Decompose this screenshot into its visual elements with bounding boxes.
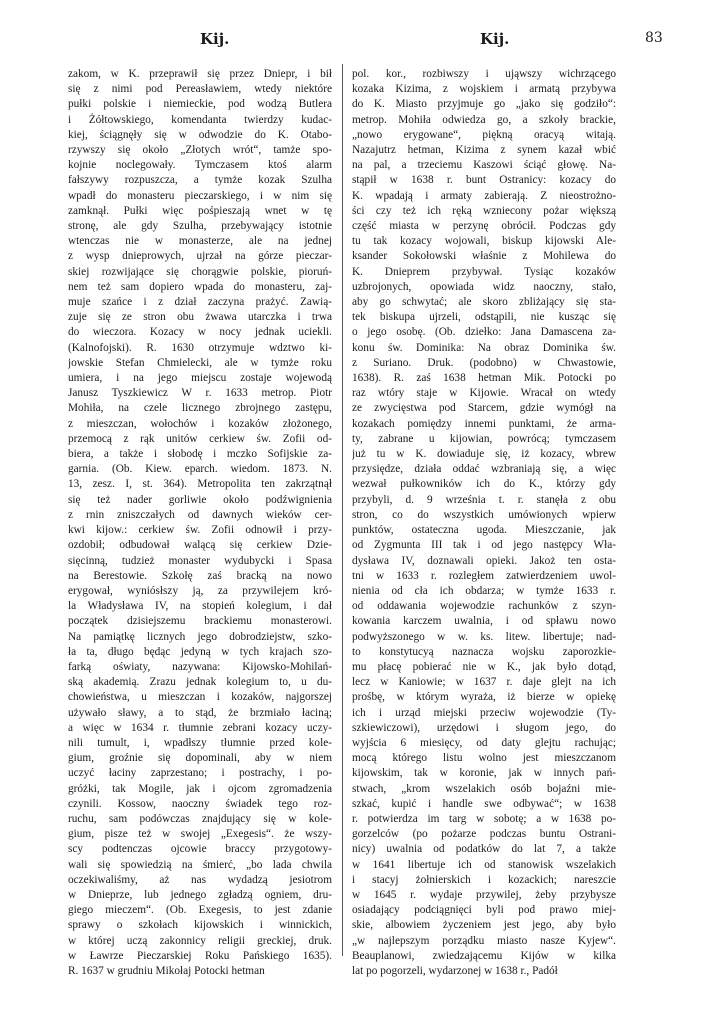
text-line: z Suriano. Druk. (podobno) w Chwastowie,	[352, 356, 616, 369]
text-line: tek biskupa ujrzeli, odstąpili, nie kusząc się	[352, 311, 616, 324]
text-line: początek dzisiejszemu brackiemu monasterowi.	[68, 615, 332, 628]
text-line: (Kalnofojski). R. 1630 otrzymuje wdztwo ki-	[68, 341, 332, 354]
text-line: w Dnieprze, lub jednego zgładzą ogniem, dru-	[68, 888, 332, 901]
text-line: uczyć łaciny zaprzestano; i postrachy, i po-	[68, 767, 332, 780]
text-line: stronę, ale gdy Szulha, przebywający istotnie	[68, 220, 332, 233]
text-line: zamknął. Pułki więc pośpieszają wnet w tę	[68, 204, 332, 217]
text-line: dysława IV, doznawali opieki. Jakoż ten osta-	[352, 554, 616, 567]
text-line: Nazajutrz hetman, Kizima z synem kazał wbić	[352, 144, 616, 157]
text-line: w której uczą zakonnicy religii greckiej, druk.	[68, 934, 332, 947]
text-line: od Zygmunta III tak i od jego następcy Wła-	[352, 539, 616, 552]
text-line: umiera, i na jego miejscu zostaje wojewodą	[68, 372, 332, 385]
left-text-column	[68, 67, 332, 979]
text-line: kwi kijow.: cerkiew św. Zofii odnowił i przy-	[68, 524, 332, 537]
text-line: giego mieczem“. (Ob. Exegesis, to jest zdanie	[68, 904, 332, 917]
text-line: prośbę, w którym wyraża, iż bierze w opiekę	[352, 691, 616, 704]
text-line: wyjścia 6 miesięcy, od daty glejtu rachując;	[352, 736, 616, 749]
text-line: mocą którego listu wolno jest mieszczanom	[352, 752, 616, 765]
text-line: Na pamiątkę licznych jego dobrodziejstw, szko-	[68, 630, 332, 643]
text-line: się też nader gorliwie około podźwignienia	[68, 493, 332, 506]
text-line: nili tumult, i, wpadłszy tłumnie przed kole-	[68, 736, 332, 749]
text-line: do K. Miasto przyjmuje go „jako się godziło“:	[352, 98, 616, 111]
text-line: punktów, ostateczna ugoda. Mieszczanie, jak	[352, 524, 616, 537]
text-line: r. potwierdza im targ w sobotę; a w 1638 po-	[352, 812, 616, 825]
running-title-left: Kij.	[200, 30, 230, 48]
text-line: K. wpadają i armaty zabierają. Z nieostrożno-	[352, 189, 616, 202]
text-line: szkiewiczowi), urzędowi i sługom jego, do	[352, 721, 616, 734]
text-line: K. Dnieprem przybywał. Tysiąc kozaków	[352, 265, 616, 278]
text-line: tni w 1633 r. rozległem zatwierdzeniem uwol-	[352, 569, 616, 582]
text-line: 13, zesz. I, st. 364). Metropolita ten zakrzątnął	[68, 478, 332, 491]
text-line: na Berestowie. Szkołę zaś bracką na nowo	[68, 569, 332, 582]
text-line: kijowskim, tak w koronie, jak w innych pań-	[352, 767, 616, 780]
text-line: przybyli, d. 9 września t. r. stanęła z obu	[352, 493, 616, 506]
text-line: stron, co do wszystkich umówionych wpierw	[352, 508, 616, 521]
text-line: „nowo erygowane“, piękną oracyą witają.	[352, 128, 616, 141]
text-line: w Ławrze Pieczarskiej Roku Pańskiego 1635).	[68, 949, 332, 962]
text-line: mu płacę pobierać nie w K., jak było dotąd,	[352, 660, 616, 673]
text-line: od oddawania wojewodzie rachunków z szyn-	[352, 600, 616, 613]
text-line: przemocą z rąk unitów cerkiew św. Zofii od-	[68, 432, 332, 445]
text-line: gorzelców (po pożarze podczas buntu Ostrani-	[352, 828, 616, 841]
text-line: erygował, wyniósłszy ją, za przywilejem kró-	[68, 584, 332, 597]
text-line: nienia od cła ich obdarza; w tymże 1633 r.	[352, 584, 616, 597]
text-line: rzywszy się około „Złotych wrót“, tamże spo-	[68, 144, 332, 157]
text-line: oczekiwaliśmy, aż nas wydadzą jesiotrom	[68, 873, 332, 886]
text-line: ruchu, sam podówczas znajdujący się w kole-	[68, 812, 332, 825]
text-line: konu św. Dominika: Na obraz Dominika św.	[352, 341, 616, 354]
text-line: kozaka Kizima, z wojskiem i armatą przybywa	[352, 83, 616, 96]
running-title-right: Kij.	[480, 30, 510, 48]
text-line: lat po pogorzeli, wydarzonej w 1638 r., Padół	[352, 964, 558, 977]
text-line: Beauplanowi, zwiedzającemu Kijów w kilka	[352, 949, 616, 962]
text-line: wtenczas nie w monasterze, ale na jednej	[68, 235, 332, 248]
text-line: ozdobił; odbudował walącą się cerkiew Dzie-	[68, 539, 332, 552]
text-line: tu tak kozacy wojowali, biskup kijowski Ale-	[352, 235, 616, 248]
text-line: ską akademią. Zrazu jednak kolegium to, u du-	[68, 676, 332, 689]
text-line: osiadający podciągnięci byli pod prawo miej-	[352, 904, 616, 917]
text-line: muje szańce i z dział zaczyna prażyć. Zawią-	[68, 296, 332, 309]
text-line: raz wtóry staje w Kijowie. Wracał on wtedy	[352, 387, 616, 400]
text-line: przysiędze, działa oddać wzbraniają się, a więc	[352, 463, 616, 476]
text-line: stwach, „krom wszelakich osób bojaźni mie-	[352, 782, 616, 795]
text-line: R. 1637 w grudniu Mikołaj Potocki hetman	[68, 964, 265, 977]
text-line: scy podtenczas ojcowie braccy przygotowy-	[68, 843, 332, 856]
page-number: 83	[645, 30, 663, 46]
text-line: o jego osobę. (Ob. dziełko: Jana Damascena za-	[352, 326, 616, 339]
text-line: z mieszczan, wołochów i kozaków złożonego,	[68, 417, 332, 430]
text-line: ze zwycięstwa pod Starcem, gdzie wymógł na	[352, 402, 616, 415]
text-line: część miasta w perzynę obrócił. Podczas gdy	[352, 220, 616, 233]
text-line: kozakach pomiędzy innemi punktami, że arma-	[352, 417, 616, 430]
text-line: ła ta, długo będąc jedyną w tych krajach szo-	[68, 645, 332, 658]
text-line: sięcinną, tudzież monaster wydubycki i Spasa	[68, 554, 332, 567]
text-line: kowania karczem uwalnia, i od spławu nowo	[352, 615, 616, 628]
text-line: pol. kor., rozbiwszy i ująwszy wichrzącego	[352, 68, 616, 80]
text-line: sprawy o szkołach kijowskich i winnickich,	[68, 919, 332, 932]
text-line: biera, a także i słobodę i mczko Sofijskie za-	[68, 448, 332, 461]
text-line: pułki polskie i niemieckie, pod wodzą Butlera	[68, 98, 332, 111]
text-line: już tu w K. dowiaduje się, iż kozacy, wbrew	[352, 448, 616, 461]
text-line: garnia. (Ob. Kiew. eparch. wiedom. 1873. N.	[68, 463, 332, 476]
text-line: ksander Sokołowski właśnie z Mohilewa do	[352, 250, 616, 263]
text-line: 1638). R. zaś 1638 hetman Mik. Potocki po	[352, 372, 616, 385]
text-line: stąpił w 1638 r. bunt Ostranicy: kozacy do	[352, 174, 616, 187]
text-line: i stacyj żołnierskich i kozackich; nareszcie	[352, 873, 616, 886]
text-line: lecz w Kaniowie; w 1637 r. daje glejt na ich	[352, 676, 616, 689]
text-line: chowieństwa, u mieszczan i kozaków, najgorszej	[68, 691, 332, 704]
text-line: używało sławy, a to stąd, że brzmiało łaciną;	[68, 706, 332, 719]
column-divider	[342, 64, 343, 956]
text-line: nem też sam dopiero wpada do monasteru, zaj-	[68, 280, 332, 293]
text-line: gium, groźnie się dopominali, aby w niem	[68, 752, 332, 765]
text-line: wpadł do monasteru pieczarskiego, i w nim się	[68, 189, 332, 202]
text-line: ty, zabrane u kijowian, powrócą; tymczasem	[352, 432, 616, 445]
text-line: Mohiła, na czele licznego zbrojnego zastępu,	[68, 402, 332, 415]
text-line: szkać, kupić i handle swe odbywać“; w 1638	[352, 797, 616, 810]
text-line: ich i urząd miejski przeciw wojewodzie (Ty-	[352, 706, 616, 719]
text-line: farką oświaty, nazywana: Kijowsko-Mohilań-	[68, 660, 332, 673]
text-line: zakom, w K. przeprawił się przez Dniepr, i bił	[68, 68, 332, 80]
text-line: aby go schwytać; ale skoro zbliżający się sta-	[352, 296, 616, 309]
text-line: ści czy też ich ręką wzniecony pożar większą	[352, 204, 616, 217]
text-line: kiej, ściągnęły się w odwodzie do K. Otabo-	[68, 128, 332, 141]
text-line: z wysp dnieprowych, ujrzał na górze pieczar-	[68, 250, 332, 263]
text-line: jowskie Stefan Chmielecki, ale w tymże roku	[68, 356, 332, 369]
text-line: w 1641 libertuje ich od stanowisk wszelakich	[352, 858, 616, 871]
text-line: metrop. Mohiła odwiedza go, a szkoły brackie,	[352, 113, 616, 126]
text-line: a więc w 1634 r. tłumnie zebrani kozacy uczy-	[68, 721, 332, 734]
text-line: czynili. Kossow, naoczny świadek tego roz-	[68, 797, 332, 810]
text-line: wali się spowiedzią na śmierć, „bo lada chwila	[68, 858, 332, 871]
right-text-column	[352, 67, 616, 979]
text-line: gium, pisze też w swojej „Exegesis“. że wszy-	[68, 828, 332, 841]
text-line: i Żółtowskiego, komendanta twierdzy kudac-	[68, 113, 332, 126]
text-line: w 1645 r. wydaje przywilej, żeby przybysze	[352, 888, 616, 901]
text-line: gróżki, tak Mogile, jak i ojcom zgromadzenia	[68, 782, 332, 795]
text-line: podwyższonego w w. ks. litew. libertuje; nad-	[352, 630, 616, 643]
text-line: nicy) uwalnia od podatków do lat 7, a także	[352, 843, 616, 856]
text-line: do wieczora. Kozacy w nocy jednak uciekli.	[68, 326, 332, 339]
text-line: „w najlepszym porządku miasto nasze Kyjew“.	[352, 934, 616, 947]
text-line: to konstytucyą naznacza wojsku zaporozkie-	[352, 645, 616, 658]
text-line: z rnin zniszczałych od dawnych wieków cer-	[68, 508, 332, 521]
page-header	[0, 30, 720, 54]
text-line: la Władysława IV, na stopień kolegium, i dał	[68, 600, 332, 613]
text-line: kojnie noclegowały. Tymczasem ktoś alarm	[68, 159, 332, 172]
text-line: Janusz Tyszkiewicz W r. 1633 metrop. Piotr	[68, 387, 332, 400]
text-line: uzbrojonych, opowiada widz naoczny, stało,	[352, 280, 616, 293]
text-line: skiej rozwijające się chorągwie polskie, pioruń-	[68, 265, 332, 278]
text-line: się z nimi pod Pereasławiem, wtedy niektóre	[68, 83, 332, 96]
text-line: zuje się ze stron obu żwawa utarczka i trwa	[68, 311, 332, 324]
text-line: na pal, a trzeciemu Kaszowi ściąć głowę. Na-	[352, 159, 616, 172]
text-line: skie, albowiem życzeniem jest jego, aby było	[352, 919, 616, 932]
text-line: wezwał pułkowników ich do K., którzy gdy	[352, 478, 616, 491]
text-line: fałszywy rozpuszcza, a tymże kozak Szulha	[68, 174, 332, 187]
